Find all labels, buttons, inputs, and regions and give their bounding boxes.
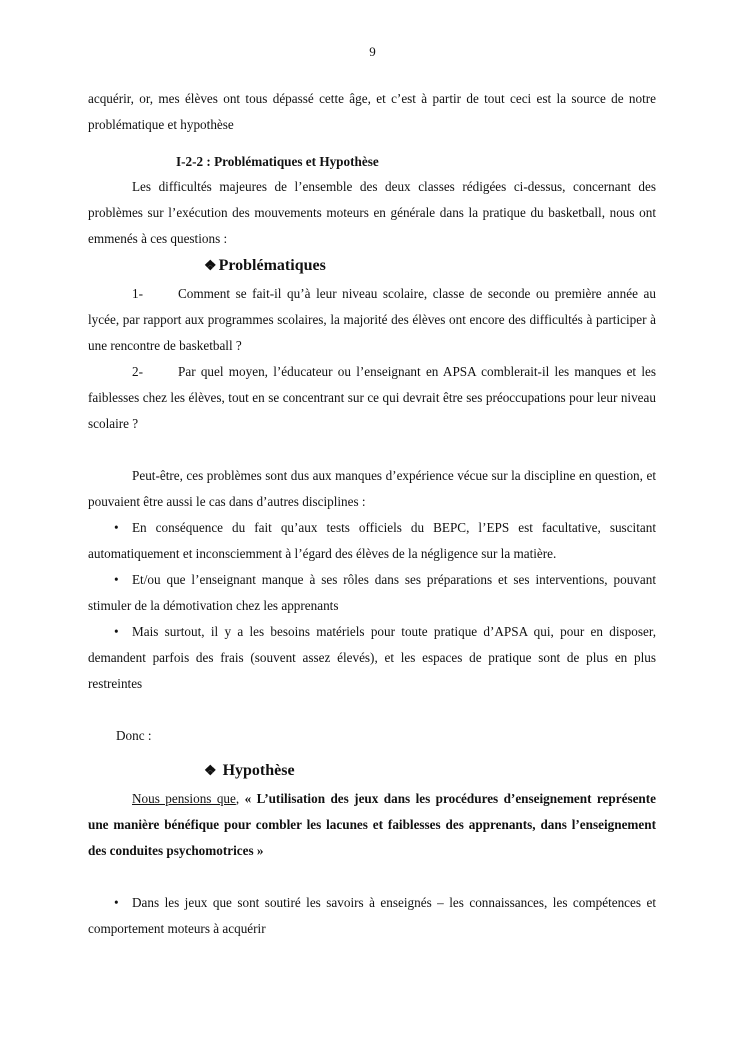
problematiques-heading-text: Problématiques	[218, 257, 326, 274]
spacer	[88, 697, 656, 723]
bullet-text: En conséquence du fait qu’aux tests officiels du BEPC, l’EPS est facultative, suscitant automatiquement et inconsciemment à l’égard des élèves de la négligence sur la matière.	[88, 520, 656, 561]
final-bullet-item	[88, 890, 656, 942]
hypothese-lead: Nous pensions que	[132, 791, 236, 806]
diamond-bullet-icon: ❖	[204, 259, 217, 274]
spacer	[88, 864, 656, 890]
hypothese-separator: ,	[235, 791, 245, 806]
section-paragraph: Les difficultés majeures de l’ensemble des deux classes rédigées ci-dessus, concernant des problèmes sur l’exécution des mouvements moteurs en générale dans la pratique du basketball, nous ont emmenés à ces questions :	[88, 179, 656, 246]
bullet-item-3	[88, 619, 656, 697]
page-number: 9	[369, 44, 376, 59]
hypothese-heading	[88, 757, 656, 786]
section-heading: I-2-2 : Problématiques et Hypothèse	[176, 154, 379, 169]
item-number: 2-	[132, 364, 143, 379]
page-content	[88, 86, 656, 942]
spacer	[88, 437, 656, 463]
bullet-text: Dans les jeux que sont soutiré les savoirs à enseignés – les connaissances, les compétences et comportement moteurs à acquérir	[88, 895, 656, 936]
hypothese-paragraph	[88, 786, 656, 864]
bullet-icon: •	[114, 624, 119, 639]
hypothese-statement: « L’utilisation des jeux dans les procédures d’enseignement représente une manière bénéfique pour combler les lacunes et faiblesses des apprenants, dans l’enseignement des conduites psychomotrices »	[88, 791, 657, 858]
bullet-item-2	[88, 567, 656, 619]
bullet-icon: •	[114, 572, 119, 587]
item-text: Par quel moyen, l’éducateur ou l’enseignant en APSA comblerait-il les manques et les faiblesses chez les élèves, tout en se concentrant sur ce qui devrait être ses préoccupations pour leur niveau scolaire ?	[88, 364, 656, 431]
problematique-item-1	[88, 281, 656, 359]
peut-etre-paragraph: Peut-être, ces problèmes sont dus aux manques d’expérience vécue sur la discipline en question, et pouvaient être aussi le cas dans d’autres disciplines :	[88, 468, 656, 509]
bullet-text: Mais surtout, il y a les besoins matériels pour toute pratique d’APSA qui, pour en disposer, demandent parfois des frais (souvent assez élevés), et les espaces de pratique sont de plus en plus restreintes	[88, 624, 656, 691]
item-number: 1-	[132, 286, 143, 301]
donc-label: Donc :	[116, 728, 152, 743]
diamond-bullet-icon: ❖	[204, 764, 217, 779]
problematique-item-2	[88, 359, 656, 437]
hypothese-heading-text: Hypothèse	[222, 762, 295, 779]
item-text: Comment se fait-il qu’à leur niveau scolaire, classe de seconde ou première année au lycée, par rapport aux programmes scolaires, la majorité des élèves ont encore des difficultés à participer à une rencontre de basketball ?	[88, 286, 656, 353]
bullet-item-1	[88, 515, 656, 567]
bullet-icon: •	[114, 895, 119, 910]
bullet-icon: •	[114, 520, 119, 535]
intro-paragraph: acquérir, or, mes élèves ont tous dépassé cette âge, et c’est à partir de tout ceci est la source de notre problématique et hypothèse	[88, 91, 656, 132]
problematiques-heading	[88, 252, 656, 281]
bullet-text: Et/ou que l’enseignant manque à ses rôles dans ses préparations et ses interventions, pouvant stimuler de la démotivation chez les apprenants	[88, 572, 656, 613]
